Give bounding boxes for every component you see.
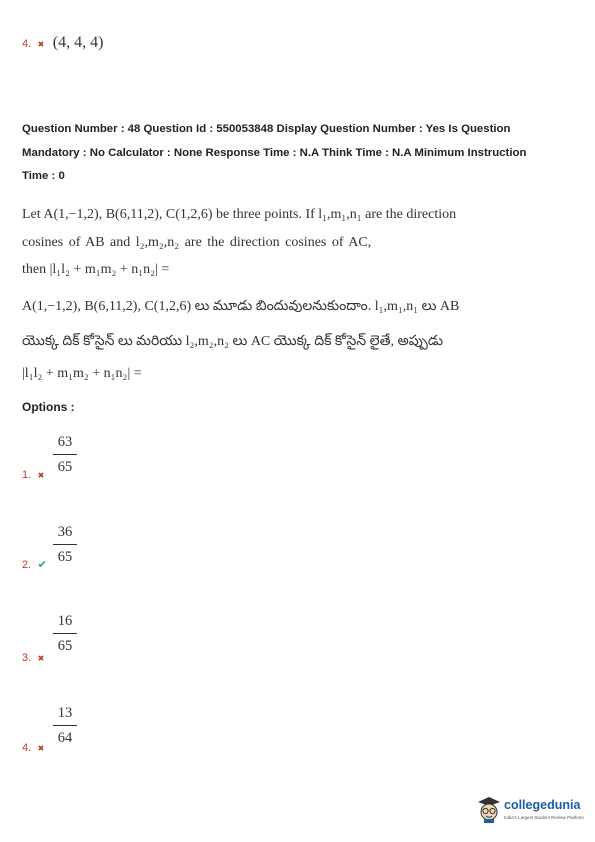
denominator: 65 bbox=[57, 549, 73, 565]
wrong-mark-icon: ✖ bbox=[37, 40, 45, 49]
correct-check-icon: ✔ bbox=[37, 559, 47, 571]
meta-line-2: Mandatory : No Calculator : None Response Time : N.A Think Time : N.A Minimum Instruction bbox=[22, 146, 527, 159]
numerator: 16 bbox=[57, 613, 73, 629]
option-number: 1. bbox=[22, 469, 32, 481]
option-2-fraction bbox=[53, 524, 77, 565]
question-te-line-1: A(1,−1,2), B(6,11,2), C(1,2,6) లు మూడు బిందువులనుకుందాం. l₁,m₁,n₁ లు AB bbox=[22, 299, 460, 314]
denominator: 65 bbox=[57, 459, 73, 475]
previous-option-4 bbox=[22, 34, 103, 52]
fraction-bar bbox=[53, 725, 77, 726]
numerator: 13 bbox=[57, 705, 73, 721]
mascot-icon bbox=[476, 795, 502, 823]
option-number: 4. bbox=[22, 38, 32, 50]
meta-line-1: Question Number : 48 Question Id : 550053848 Display Question Number : Yes Is Question bbox=[22, 123, 511, 135]
denominator: 64 bbox=[57, 730, 73, 746]
question-en-line-3: then |l₁l₂ + m₁m₂ + n₁n₂| = bbox=[22, 262, 170, 277]
question-meta bbox=[22, 118, 577, 189]
logo-tagline: India's Largest Student Review Platform bbox=[504, 815, 584, 820]
fraction-bar bbox=[53, 633, 77, 634]
option-4-fraction bbox=[53, 705, 77, 746]
option-4 bbox=[22, 738, 44, 756]
meta-line-3: Time : 0 bbox=[22, 170, 65, 182]
logo-wordmark: collegedunia bbox=[504, 798, 581, 812]
question-en-line-2: cosines of AB and l₂,m₂,n₂ are the direction cosines of AC, bbox=[22, 235, 372, 250]
question-en-line-1: Let A(1,−1,2), B(6,11,2), C(1,2,6) be three points. If l₁,m₁,n₁ are the direction bbox=[22, 207, 457, 222]
option-number: 4. bbox=[22, 742, 32, 754]
numerator: 36 bbox=[57, 524, 73, 540]
collegedunia-logo bbox=[476, 795, 591, 835]
option-number: 2. bbox=[22, 559, 32, 571]
option-3-fraction bbox=[53, 613, 77, 654]
fraction-bar bbox=[53, 544, 77, 545]
denominator: 65 bbox=[57, 638, 73, 654]
question-te-line-3: |l₁l₂ + m₁m₂ + n₁n₂| = bbox=[22, 366, 142, 381]
option-1 bbox=[22, 465, 44, 483]
option-1-fraction bbox=[53, 434, 77, 475]
wrong-mark-icon: ✖ bbox=[37, 654, 45, 663]
option-2 bbox=[22, 555, 47, 573]
wrong-mark-icon: ✖ bbox=[37, 744, 45, 753]
fraction-bar bbox=[53, 454, 77, 455]
numerator: 63 bbox=[57, 434, 73, 450]
option-number: 3. bbox=[22, 652, 32, 664]
option-3 bbox=[22, 648, 44, 666]
option-value: (4, 4, 4) bbox=[52, 34, 104, 51]
wrong-mark-icon: ✖ bbox=[37, 471, 45, 480]
options-label: Options : bbox=[22, 400, 75, 414]
question-te-line-2: యొక్క దిక్ కోసైన్ లు మరియు l₂,m₂,n₂ లు AC యొక్క దిక్ కోసైన్ లైతే, అప్పుడు bbox=[22, 334, 444, 349]
